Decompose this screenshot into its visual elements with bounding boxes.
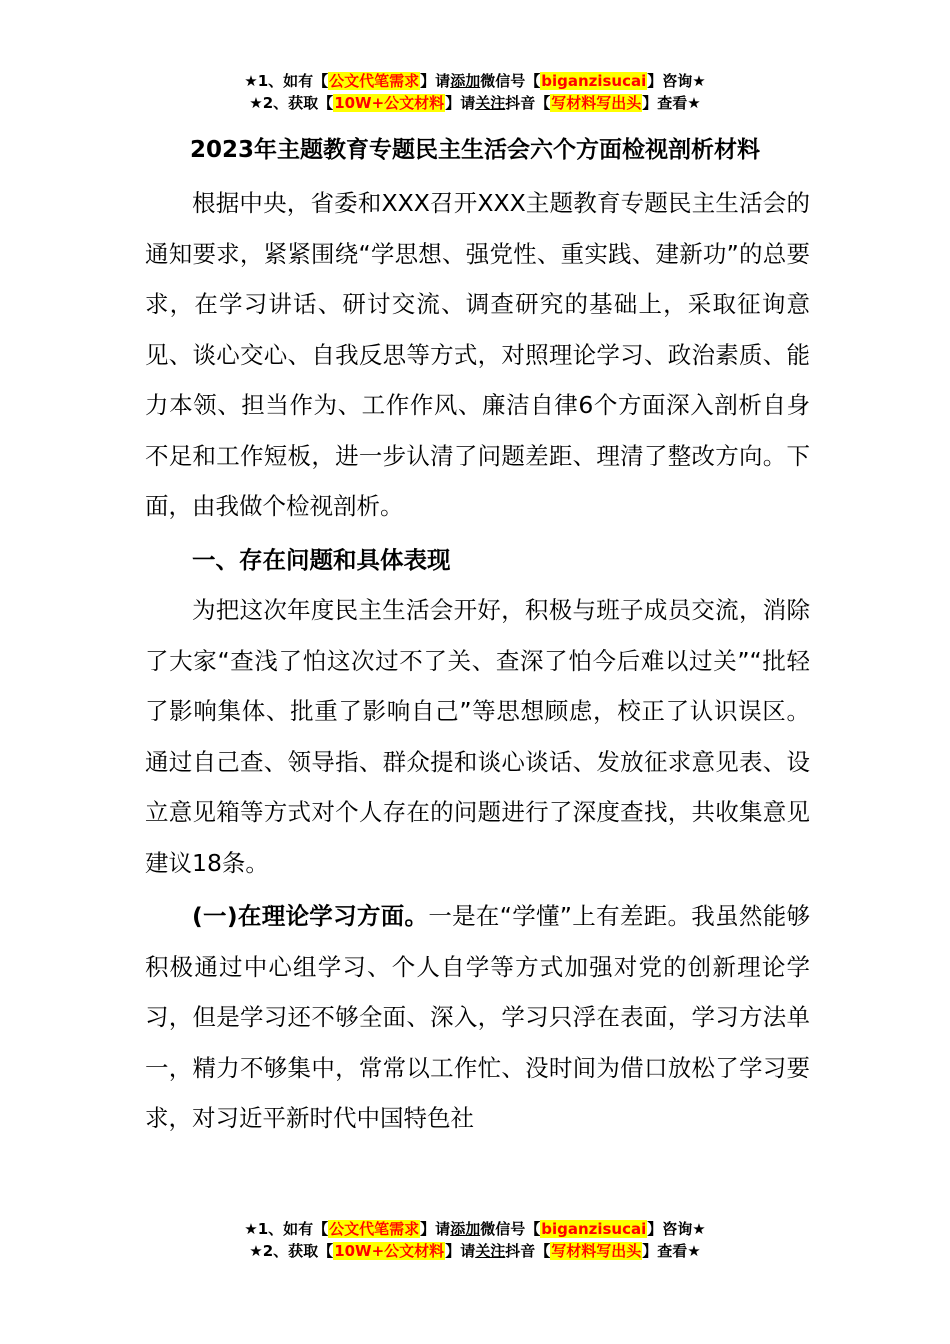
- promo-highlight: 写材料写出头: [551, 94, 642, 112]
- promo-line-2: ★2、获取【10W+公文材料】请关注抖音【写材料写出头】查看★: [249, 1242, 701, 1260]
- paragraph-context: 为把这次年度民主生活会开好，积极与班子成员交流，消除了大家“查浅了怕这次过不了关、查深了怕今后难以过关”“批轻了影响集体、批重了影响自己”等思想顾虑，校正了认识误区。通过自己查、领导指、群众提和谈心谈话、发放征求意见表、设立意见箱等方式对个人存在的问题进行了深度查找，共收集意见建议18条。: [145, 596, 810, 877]
- promo-highlight: 公文代笔需求: [329, 72, 420, 90]
- paragraph-intro: 根据中央，省委和XXX召开XXX主题教育专题民主生活会的通知要求，紧紧围绕“学思想、强党性、重实践、建新功”的总要求，在学习讲话、研讨交流、调查研究的基础上，采取征询意见、谈心交心、自我反思等方式，对照理论学习、政治素质、能力本领、担当作为、工作作风、廉洁自律6个方面深入剖析自身不足和工作短板，进一步认清了问题差距、理清了整改方向。下面，由我做个检视剖析。: [145, 189, 810, 520]
- document-body: [145, 178, 810, 1144]
- promo-line-2: ★2、获取【10W+公文材料】请关注抖音【写材料写出头】查看★: [249, 94, 701, 112]
- promo-highlight: 10W+公文材料: [334, 1242, 445, 1260]
- section-heading: 一、存在问题和具体表现: [192, 545, 451, 574]
- promo-highlight: biganzisucai: [541, 1220, 647, 1238]
- promo-highlight: biganzisucai: [541, 72, 647, 90]
- header-promo-banner: [0, 70, 950, 114]
- paragraph-theory-study: (一)在理论学习方面。一是在“学懂”上有差距。我虽然能够积极通过中心组学习、个人自学等方式加强对党的创新理论学习，但是学习还不够全面、深入，学习只浮在表面，学习方法单一，精力不够集中，常常以工作忙、没时间为借口放松了学习要求，对习近平新时代中国特色社: [145, 902, 810, 1132]
- promo-highlight: 公文代笔需求: [329, 1220, 420, 1238]
- promo-highlight: 10W+公文材料: [334, 94, 445, 112]
- footer-promo-banner: [0, 1218, 950, 1262]
- document-title: 2023年主题教育专题民主生活会六个方面检视剖析材料: [189, 137, 760, 163]
- subsection-heading: (一)在理论学习方面。: [192, 902, 429, 930]
- promo-line-1: ★1、如有【公文代笔需求】请添加微信号【biganzisucai】咨询★: [244, 72, 706, 90]
- promo-highlight: 写材料写出头: [551, 1242, 642, 1260]
- promo-line-1: ★1、如有【公文代笔需求】请添加微信号【biganzisucai】咨询★: [244, 1220, 706, 1238]
